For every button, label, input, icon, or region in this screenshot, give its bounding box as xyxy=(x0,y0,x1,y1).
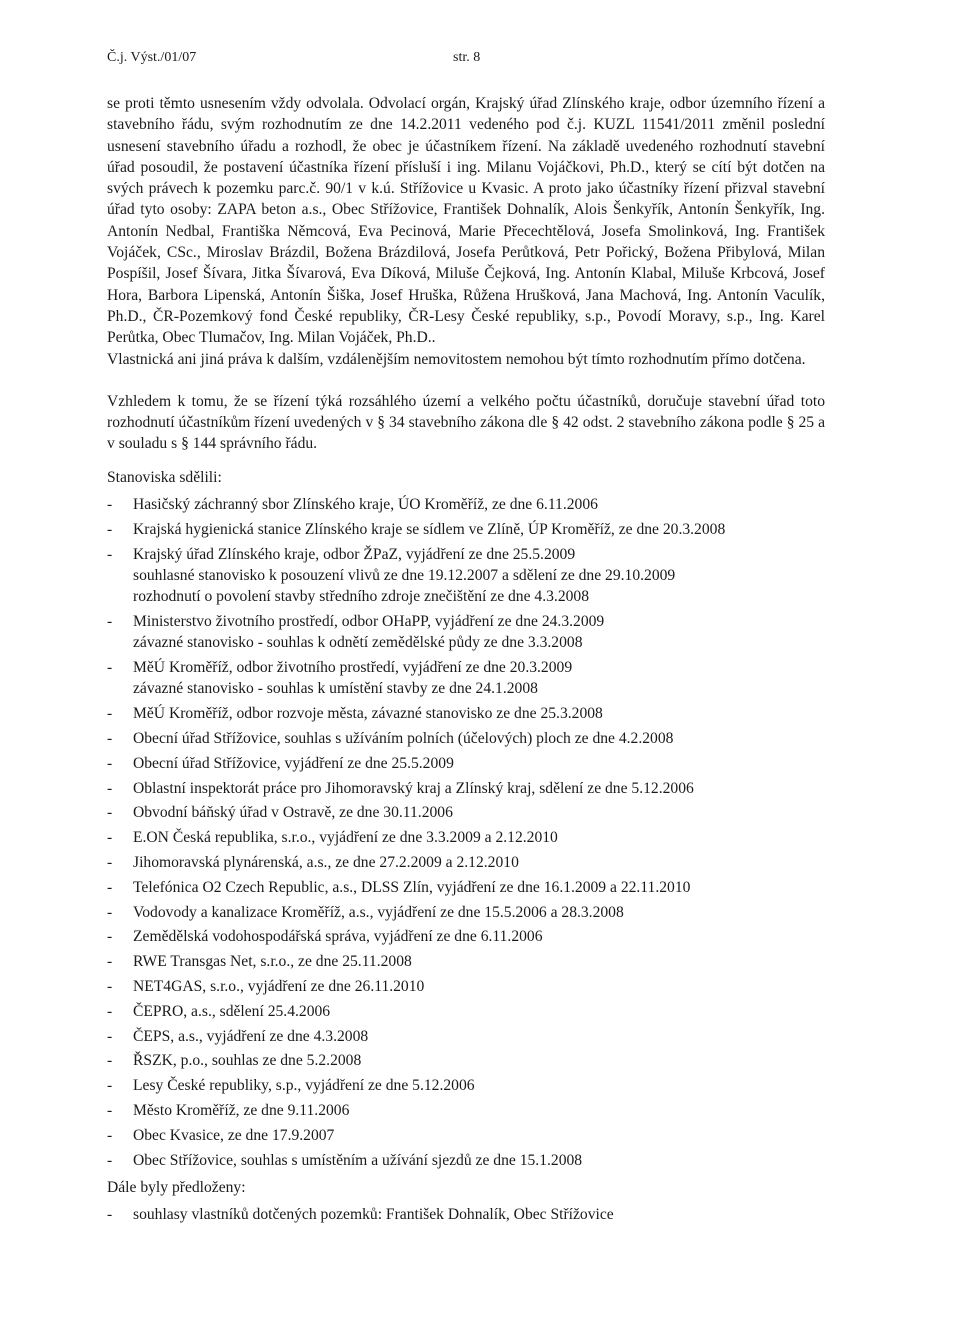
list-dash: - xyxy=(107,1101,113,1119)
list-item xyxy=(107,1125,825,1146)
list-dash: - xyxy=(107,1077,113,1095)
list-item xyxy=(107,1050,825,1071)
list-item-text: ČEPS, a.s., vyjádření ze dne 4.3.2008 xyxy=(133,1027,369,1045)
list-item xyxy=(107,926,825,947)
list-item-text: Jihomoravská plynárenská, a.s., ze dne 27.2.2009 a 2.12.2010 xyxy=(133,854,519,871)
list-item-text: RWE Transgas Net, s.r.o., ze dne 25.11.2008 xyxy=(133,953,412,971)
list-item-text: ČEPRO, a.s., sdělení 25.4.2006 xyxy=(133,1002,331,1020)
list-item-text: Město Kroměříž, ze dne 9.11.2006 xyxy=(133,1101,350,1119)
list-item-text: Ministerstvo životního prostředí, odbor OHaPP, vyjádření ze dne 24.3.2009 xyxy=(133,613,605,631)
statements-list xyxy=(107,494,825,1171)
list-item xyxy=(107,1100,825,1121)
list-item xyxy=(107,544,825,608)
reference-number: Č.j. Výst./01/07 xyxy=(107,50,197,65)
list-item xyxy=(107,877,825,898)
list-item-text: Obvodní báňský úřad v Ostravě, ze dne 30.11.2006 xyxy=(133,804,453,822)
list-dash: - xyxy=(107,496,113,514)
list-item-text: Lesy České republiky, s.p., vyjádření ze dne 5.12.2006 xyxy=(133,1077,475,1095)
list-item-text: MěÚ Kroměříž, odbor rozvoje města, závazné stanovisko ze dne 25.3.2008 xyxy=(133,705,603,723)
list-item xyxy=(107,976,825,997)
list-dash: - xyxy=(107,613,113,631)
list-item-text: Obecní úřad Střížovice, souhlas s užíváním polních (účelových) ploch ze dne 4.2.2008 xyxy=(133,730,674,748)
document-body xyxy=(107,93,825,1229)
list-item-text: MěÚ Kroměříž, odbor životního prostředí, vyjádření ze dne 20.3.2009 xyxy=(133,659,573,677)
list-item-text: Obec Střížovice, souhlas s umístěním a užívání sjezdů ze dne 15.1.2008 xyxy=(133,1151,583,1169)
list-item xyxy=(107,1001,825,1022)
list-item-text: ŘSZK, p.o., souhlas ze dne 5.2.2008 xyxy=(133,1052,362,1070)
submitted-list xyxy=(107,1204,825,1225)
statements-heading: Stanoviska sdělili: xyxy=(107,468,222,486)
submitted-heading: Dále byly předloženy: xyxy=(107,1178,246,1196)
list-item xyxy=(107,753,825,774)
list-item-text: NET4GAS, s.r.o., vyjádření ze dne 26.11.2010 xyxy=(133,977,425,995)
list-item-text: Zemědělská vodohospodářská správa, vyjádření ze dne 6.11.2006 xyxy=(133,928,543,946)
list-dash: - xyxy=(107,520,113,538)
list-item-text: Hasičský záchranný sbor Zlínského kraje, ÚO Kroměříž, ze dne 6.11.2006 xyxy=(133,496,598,514)
list-item-text: Telefónica O2 Czech Republic, a.s., DLSS Zlín, vyjádření ze dne 16.1.2009 a 22.11.2010 xyxy=(133,878,691,896)
list-item xyxy=(107,1026,825,1047)
list-item xyxy=(107,494,825,515)
list-dash: - xyxy=(107,1151,113,1169)
list-item-text: Krajská hygienická stanice Zlínského kraje se sídlem ve Zlíně, ÚP Kroměříž, ze dne 20.3.2008 xyxy=(133,520,726,538)
list-item xyxy=(107,902,825,923)
list-item xyxy=(107,1075,825,1096)
list-item xyxy=(107,802,825,823)
list-item xyxy=(107,611,825,654)
list-dash: - xyxy=(107,779,113,797)
list-dash: - xyxy=(107,730,113,748)
list-item xyxy=(107,703,825,724)
paragraph-participants: se proti těmto usnesením vždy odvolala. Odvolací orgán, Krajský úřad Zlínského kraje, odbor územního řízení a stavebního řádu, svým rozhodnutím ze dne 14.2.2011 vedeného pod č.j. KUZL 11541/2011 změnil poslední usnesení stavebního úřadu a rozhodl, že obec je účastníkem řízení. Na základě uvedeného rozhodnutí stavební úřad posoudil, že postavení účastníka řízení přísluší i ing. Milanu Vojáčkovi, Ph.D., který se cítí být dotčen na svých právech k pozemku parc.č. 90/1 v k.ú. Střížovice u Kvasic. A proto jako účastníky řízení přizval stavební úřad tyto osoby: ZAPA beton a.s., Obec Střížovice, František Dohnalík, Alois Šenkyřík, Antonín Šenkyřík, Ing. Antonín Nedbal, Františka Němcová, Eva Pecinová, Marie Přecechtělová, Josefa Smolinková, Ing. František Vojáček, CSc., Miroslav Brázdil, Božena Brázdilová, Josefa Perůtková, Petr Pořický, Božena Přibylová, Milan Pospíšil, Josef Šívara, Jitka Šívarová, Eva Díková, Miluše Čejková, Ing. Antonín Klabal, Miluše Krbcová, Josef Hora, Barbora Lipenská, Antonín Šiška, Josef Hruška, Růžena Hrušková, Jana Machová, Ing. Antonín Vaculík, Ph.D., ČR-Pozemkový fond České republiky, ČR-Lesy České republiky, s.p., Povodí Moravy, s.p., Ing. Karel Perůtka, Obec Tlumačov, Ing. Milan Vojáček, Ph.D.. xyxy=(107,95,825,347)
paragraph-property-rights: Vlastnická ani jiná práva k dalším, vzdálenějším nemovitostem nemohou být tímto rozhodnutím přímo dotčena. xyxy=(107,350,806,368)
list-item-text: Obec Kvasice, ze dne 17.9.2007 xyxy=(133,1126,335,1144)
list-dash: - xyxy=(107,1052,113,1070)
list-item xyxy=(107,1204,825,1225)
list-item xyxy=(107,519,825,540)
list-item-subline: závazné stanovisko - souhlas k umístění stavby ze dne 24.1.2008 xyxy=(133,680,538,698)
list-item-subline: závazné stanovisko - souhlas k odnětí zemědělské půdy ze dne 3.3.2008 xyxy=(133,634,583,652)
list-dash: - xyxy=(107,659,113,677)
list-item xyxy=(107,827,825,848)
list-dash: - xyxy=(107,804,113,822)
list-item-text: Oblastní inspektorát práce pro Jihomoravský kraj a Zlínský kraj, sdělení ze dne 5.12.2006 xyxy=(133,779,694,797)
list-item-text: souhlasy vlastníků dotčených pozemků: František Dohnalík, Obec Střížovice xyxy=(133,1206,614,1224)
paragraph-delivery: Vzhledem k tomu, že se řízení týká rozsáhlého území a velkého počtu účastníků, doručuje stavební úřad toto rozhodnutí účastníkům řízení uvedených v § 34 stavebního zákona dle § 42 odst. 2 stavebního zákona podle § 25 a v souladu s § 144 správního řádu. xyxy=(107,392,825,453)
list-item xyxy=(107,657,825,700)
list-dash: - xyxy=(107,1002,113,1020)
list-dash: - xyxy=(107,1206,113,1224)
list-dash: - xyxy=(107,928,113,946)
list-dash: - xyxy=(107,854,113,871)
list-item-subline: souhlasné stanovisko k posouzení vlivů ze dne 19.12.2007 a sdělení ze dne 29.10.2009 xyxy=(133,566,676,584)
list-dash: - xyxy=(107,977,113,995)
list-dash: - xyxy=(107,1027,113,1045)
list-dash: - xyxy=(107,878,113,896)
list-dash: - xyxy=(107,754,113,772)
list-item-text: Krajský úřad Zlínského kraje, odbor ŽPaZ, vyjádření ze dne 25.5.2009 xyxy=(133,545,576,563)
list-item xyxy=(107,728,825,749)
list-dash: - xyxy=(107,545,113,563)
spacer xyxy=(107,370,825,391)
list-item xyxy=(107,852,825,873)
page-number: str. 8 xyxy=(453,50,481,65)
list-item-text: Vodovody a kanalizace Kroměříž, a.s., vyjádření ze dne 15.5.2006 a 28.3.2008 xyxy=(133,903,624,921)
spacer xyxy=(107,455,825,463)
list-dash: - xyxy=(107,705,113,723)
list-item-subline: rozhodnutí o povolení stavby středního zdroje znečištění ze dne 4.3.2008 xyxy=(133,588,590,606)
list-dash: - xyxy=(107,953,113,971)
list-dash: - xyxy=(107,829,113,847)
list-dash: - xyxy=(107,1126,113,1144)
list-item-text: Obecní úřad Střížovice, vyjádření ze dne 25.5.2009 xyxy=(133,754,454,772)
list-item xyxy=(107,951,825,972)
list-item-text: E.ON Česká republika, s.r.o., vyjádření ze dne 3.3.2009 a 2.12.2010 xyxy=(133,829,558,847)
list-item xyxy=(107,778,825,799)
list-item xyxy=(107,1150,825,1171)
list-dash: - xyxy=(107,903,113,921)
